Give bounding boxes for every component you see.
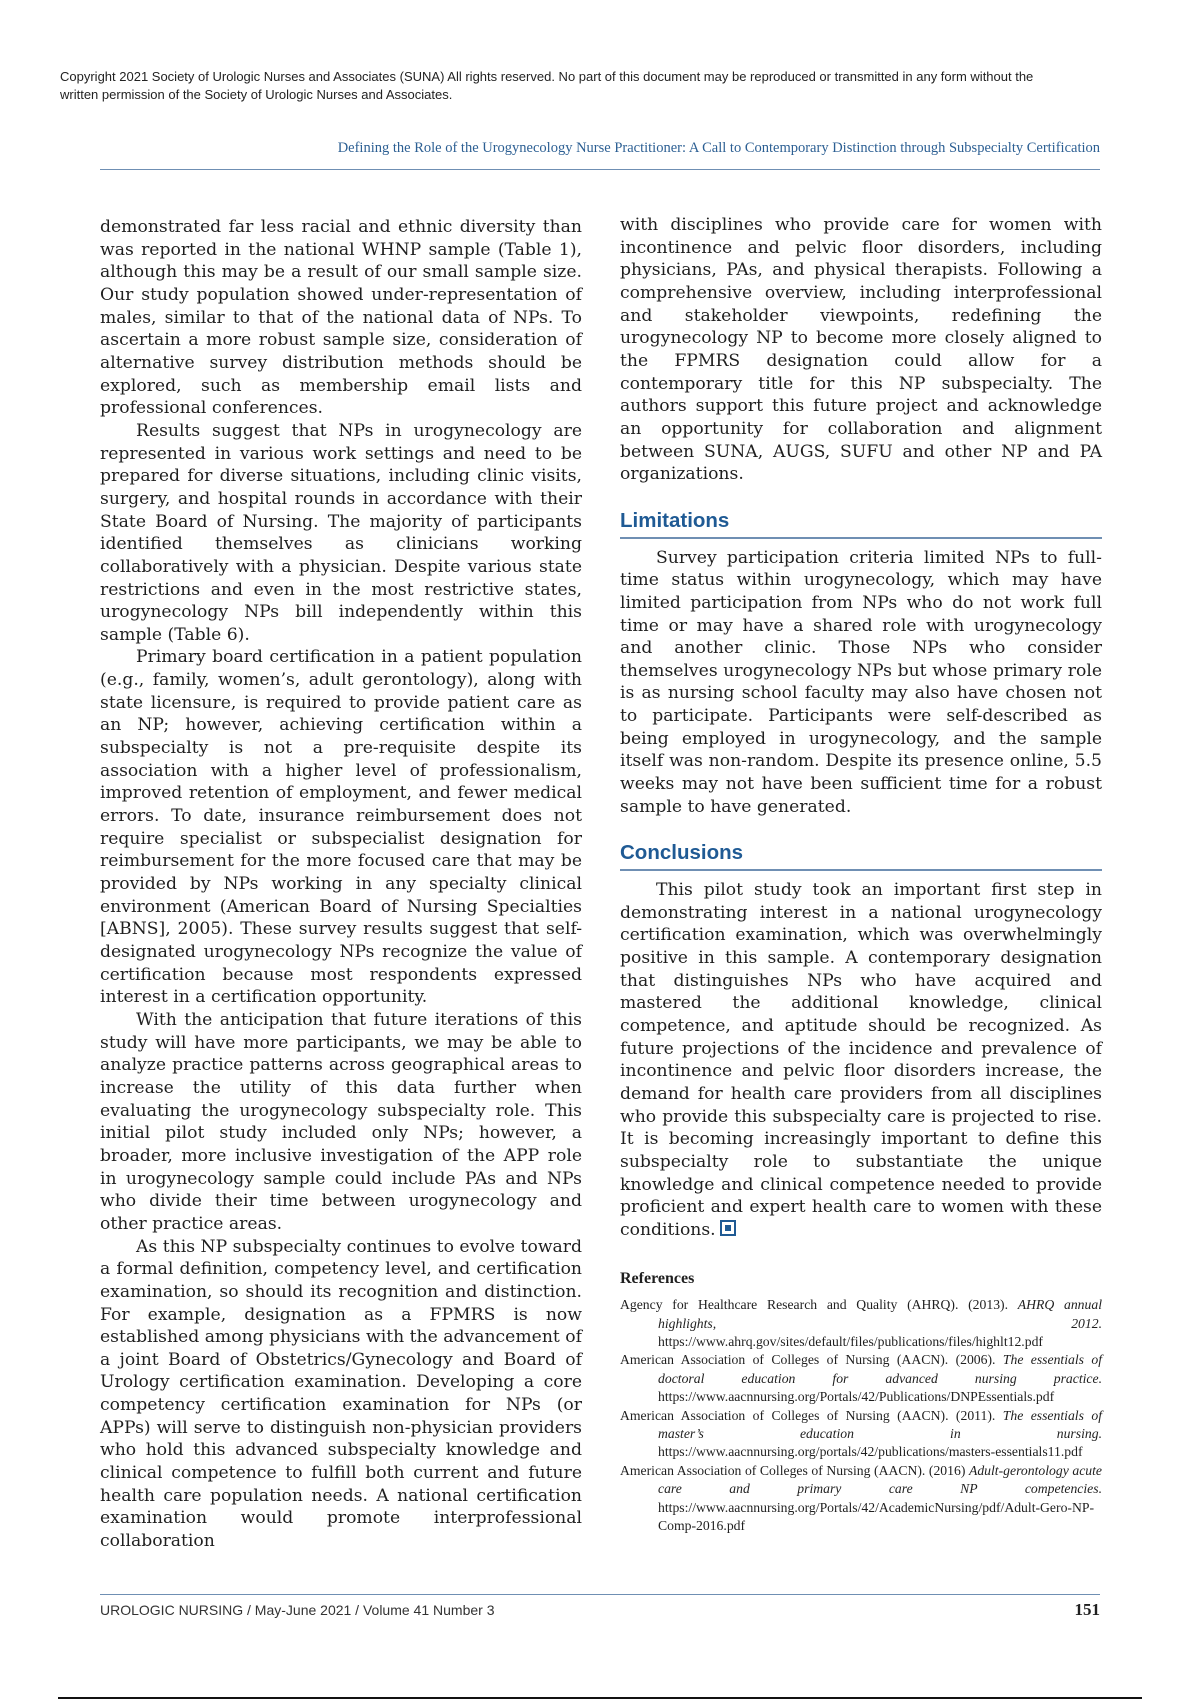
conclusions-text: This pilot study took an important first step in demonstrating interest in a national urogynecology certification examination, which was overwhelmingly positive in this sample. A contemporary designation that distinguishes NPs who have acquired and mastered the additional knowledge, clinical competence, and aptitude should be recognized. As future projections of the incidence and prevalence of incontinence and pelvic floor disorders increase, the demand for health care providers from all disciplines who provide this subspecialty care is projected to rise. It is becoming increasingly important to define this subspecialty role to substantiate the unique knowledge and clinical competence needed to provide proficient and expert health care to women with these conditions. bbox=[620, 880, 1102, 1240]
body-paragraph: With the anticipation that future iterations of this study will have more participants, we may be able to analyze practice patterns across geographical areas to increase the utility of this data further when evaluating the urogynecology subspecialty role. This initial pilot study included only NPs; however, a broader, more inclusive investigation of the APP role in urogynecology sample could include PAs and NPs who divide their time between urogynecology and other practice areas. bbox=[100, 1009, 582, 1234]
body-paragraph: Primary board certification in a patient population (e.g., family, women’s, adult gerontology), along with state licensure, is required to provide patient care as an NP; however, achieving certification within a subspecialty is not a pre-requisite despite its association with a higher level of professionalism, improved retention of employment, and fewer medical errors. To date, insurance reimbursement does not require specialist or subspecialist designation for reimbursement for the more focused care that may be provided by NPs working in any specialty clinical environment (American Board of Nursing Specialties [ABNS], 2005). These survey results suggest that self-designated urogynecology NPs recognize the value of certification because most respondents expressed interest in a certification opportunity. bbox=[100, 647, 582, 1008]
reference-item: American Association of Colleges of Nursing (AACN). (2011). The essentials of master’s education in nursing. https://www.aacnnursing.org/portals/42/publications/masters-essentials11.pdf bbox=[620, 1407, 1102, 1460]
conclusions-paragraph bbox=[620, 879, 1102, 1242]
body-paragraph: with disciplines who provide care for women with incontinence and pelvic floor disorders, including physicians, PAs, and physical therapists. Following a comprehensive overview, including interprofessional and stakeholder viewpoints, redefining the urogynecology NP to become more closely aligned to the FPMRS designation could allow for a contemporary title for this NP subspecialty. The authors support this future project and acknowledge an opportunity for collaboration and alignment between SUNA, AUGS, SUFU and other NP and PA organizations. bbox=[620, 215, 1102, 485]
reference-item: American Association of Colleges of Nursing (AACN). (2016) Adult-gerontology acute care and primary care NP competencies. https://www.aacnnursing.org/Portals/42/AcademicNursing/pdf/Adult-Gero-NP-Comp-2016.pdf bbox=[620, 1462, 1103, 1534]
limitations-paragraph: Survey participation criteria limited NPs to full-time status within urogynecology, which may have limited participation from NPs who do not work full time or may have a shared role with urogynecology and another clinic. Those NPs who consider themselves urogynecology NPs but whose primary role is as nursing school faculty may also have chosen not to participate. Participants were self-described as being employed in urogynecology, and the sample itself was non-random. Despite its presence online, 5.5 weeks may not have been sufficient time for a robust sample to have generated. bbox=[620, 547, 1102, 817]
copyright-notice: Copyright 2021 Society of Urologic Nurses and Associates (SUNA) All rights reserved. No part of this document may be reproduced or transmitted in any form without the written permission of the Society of Urologic Nurses and Associates. bbox=[60, 69, 1034, 102]
reference-link[interactable]: https://www.aacnnursing.org/Portals/42/AcademicNursing/pdf/Adult-Gero-NP-Comp-2016.pdf bbox=[658, 1499, 1095, 1534]
end-of-article-icon bbox=[720, 1220, 736, 1236]
reference-list bbox=[620, 1296, 1102, 1535]
left-column bbox=[100, 216, 582, 1553]
header-rule bbox=[100, 169, 1100, 170]
reference-link[interactable]: https://www.aacnnursing.org/portals/42/publications/masters-essentials11.pdf bbox=[658, 1444, 1083, 1460]
footer-rule bbox=[100, 1594, 1100, 1595]
page-edge-line bbox=[58, 1697, 1142, 1699]
body-paragraph: Results suggest that NPs in urogynecology are represented in various work settings and need to be prepared for diverse situations, including clinic visits, surgery, and hospital rounds in accordance with their State Board of Nursing. The majority of participants identified themselves as clinicians working collaboratively with a physician. Despite various state restrictions and even in the most restrictive states, urogynecology NPs bill independently within this sample (Table 6). bbox=[100, 420, 582, 645]
journal-footer: UROLOGIC NURSING / May-June 2021 / Volume 41 Number 3 bbox=[100, 1602, 495, 1618]
limitations-heading: Limitations bbox=[620, 510, 1102, 539]
page-number: 151 bbox=[1074, 1600, 1100, 1619]
references-heading: References bbox=[620, 1269, 695, 1287]
right-column bbox=[620, 214, 1102, 1536]
conclusions-heading: Conclusions bbox=[620, 842, 1102, 871]
reference-link[interactable]: https://www.ahrq.gov/sites/default/files/publications/files/highlt12.pdf bbox=[658, 1334, 1043, 1350]
reference-item: Agency for Healthcare Research and Quality (AHRQ). (2013). AHRQ annual highlights, 2012. https://www.ahrq.gov/sites/default/files/publications/files/highlt12.pdf bbox=[620, 1297, 1102, 1350]
reference-item: American Association of Colleges of Nursing (AACN). (2006). The essentials of doctoral education for advanced nursing practice. https://www.aacnnursing.org/Portals/42/Publications/DNPEssentials.pdf bbox=[620, 1352, 1103, 1405]
running-head: Defining the Role of the Urogynecology Nurse Practitioner: A Call to Contemporary Distinction through Subspecialty Certification bbox=[337, 140, 1100, 156]
body-paragraph: demonstrated far less racial and ethnic diversity than was reported in the national WHNP sample (Table 1), although this may be a result of our small sample size. Our study population showed under-representation of males, similar to that of the national data of NPs. To ascertain a more robust sample size, consideration of alternative survey distribution methods should be explored, such as membership email lists and professional conferences. bbox=[100, 217, 582, 419]
reference-link[interactable]: https://www.aacnnursing.org/Portals/42/Publications/DNPEssentials.pdf bbox=[658, 1389, 1055, 1405]
body-paragraph: As this NP subspecialty continues to evolve toward a formal definition, competency level, and certification examination, so should its recognition and distinction. For example, designation as a FPMRS is now established among physicians with the advancement of a joint Board of Obstetrics/Gynecology and Board of Urology certification examination. Developing a core competency certification examination for NPs (or APPs) will serve to distinguish non-physician providers who hold this advanced subspecialty knowledge and clinical competence to fulfill both current and future health care population needs. A national certification examination would promote interprofessional collaboration bbox=[100, 1236, 582, 1552]
